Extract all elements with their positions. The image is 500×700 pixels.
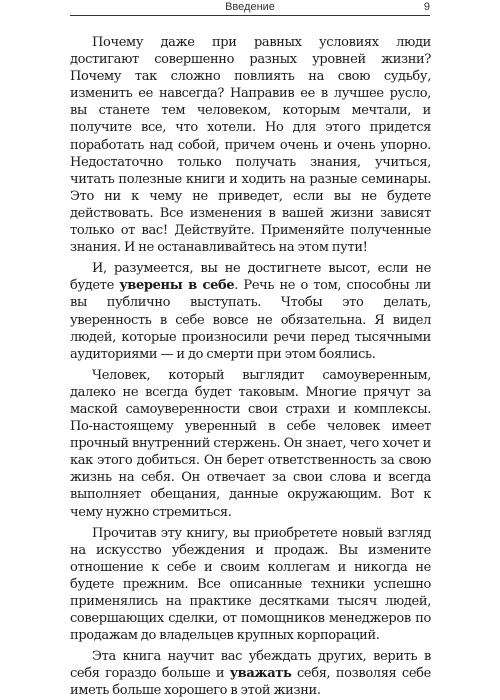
paragraph-text: . Речь не о том, способны ли вы публично выступать. Чтобы это делать, уверенность в себе вовсе не обязательна. Я видел людей, которые произносили речи перед тысячными аудиториями — и до смерти при этом боялись.	[70, 278, 431, 362]
paragraph-2	[70, 260, 431, 363]
bold-phrase: уверены в себе	[119, 278, 235, 294]
header-rule	[70, 15, 430, 16]
paragraph-5	[70, 648, 431, 699]
paragraph-4	[70, 525, 431, 645]
bold-phrase: уважать	[229, 666, 292, 682]
paragraph-text: И, разумеется, вы не достигнете высот, если не будете	[70, 261, 431, 294]
page-number: 9	[423, 1, 430, 13]
paragraph-3	[70, 367, 431, 521]
paragraph-text: Эта книга научит вас убеждать других, верить в себя гораздо больше и	[70, 649, 431, 682]
running-header	[70, 0, 430, 16]
paragraph-text: Человек, который выглядит самоуверенным, далеко не всегда будет таковым. Многие прячут за маской самоуверенности свои страхи и комплексы. По-настоящему уверенный в себе человек имеет прочный внутренний стержень. Он знает, чего хочет и как этого добиться. Он берет ответственность за свою жизнь на себя. Он отвечает за свои слова и всегда выполняет обещания, данные окружающим. Вот к чему нужно стремиться.	[70, 367, 431, 520]
body-text	[70, 34, 431, 700]
paragraph-text: Прочитав эту книгу, вы приобретете новый взгляд на искусство убеждения и продаж. Вы измените отношение к себе и своим коллегам и никогда не будете прежним. Все описанные техники успешно применялись на практике десятками тысяч людей, совершающих сделки, от помощников менеджеров по продажам до владельцев крупных корпораций.	[70, 525, 431, 644]
paragraph-text: Почему даже при равных условиях люди достигают совершенно разных уровней жизни? Почему так сложно повлиять на свою судьбу, изменить ее навсегда? Направив ее в лучшее русло, вы станете тем человеком, которым мечтали, и получите все, что хотели. Но для этого придется поработать над собой, причем очень и очень упорно. Недостаточно только получать знания, учиться, читать полезные книги и ходить на разные семинары. Это ни к чему не приведет, если вы не будете действовать. Все изменения в вашей жизни зависят только от вас! Действуйте. Применяйте полученные знания. И не останавливайтесь на этом пути!	[70, 35, 431, 256]
chapter-title: Введение	[225, 1, 275, 13]
paragraph-text: себя, позволяя себе иметь больше хорошего в этой жизни.	[70, 666, 431, 699]
paragraph-1	[70, 34, 431, 256]
